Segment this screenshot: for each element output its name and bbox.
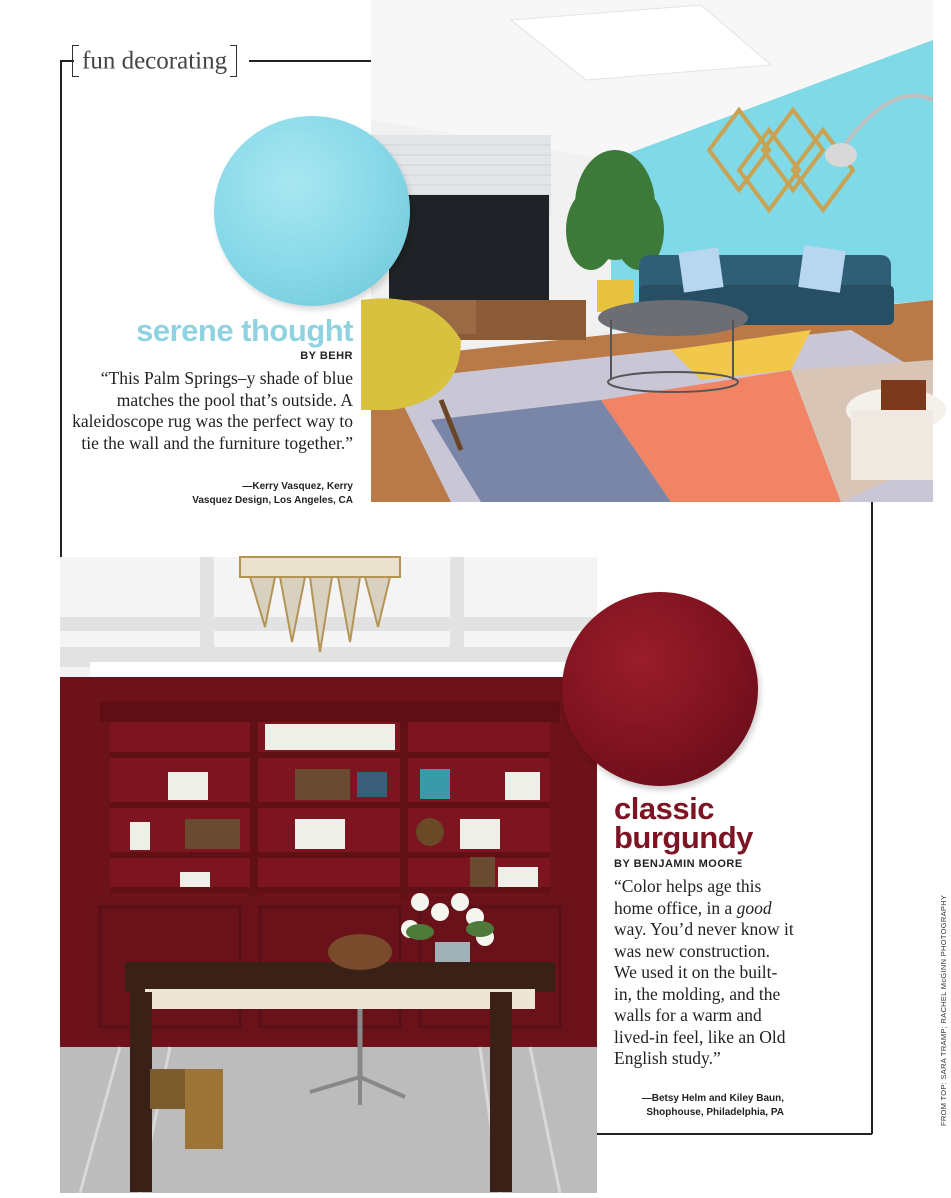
- quote-part-1: “Color helps age this home office, in a: [614, 876, 762, 918]
- frame-top-right-line: [249, 60, 371, 62]
- behr-byline: BY BEHR: [300, 350, 353, 362]
- helm-baun-attribution-line2: Shophouse, Philadelphia, PA: [646, 1106, 784, 1118]
- vasquez-attribution-line1: —Kerry Vasquez, Kerry: [242, 481, 353, 492]
- classic-burgundy-swatch: [562, 592, 758, 786]
- helm-baun-attribution-line1: —Betsy Helm and Kiley Baun,: [641, 1093, 784, 1104]
- quote-part-2: way. You’d never know it was new construction. We used it on the built-in, the molding, and the walls for a warm and lived-in feel, like an Old English study.”: [614, 919, 794, 1068]
- section-tag-text: fun decorating: [82, 47, 228, 75]
- bracket-right: [230, 45, 237, 77]
- serene-thought-heading: serene thought: [136, 313, 353, 348]
- classic-burgundy-heading: [614, 791, 753, 855]
- frame-right-line: [871, 502, 873, 1134]
- vasquez-attribution-line2: Vasquez Design, Los Angeles, CA: [192, 494, 353, 506]
- photo-credit: FROM TOP: SARA TRAMP; RACHEL McGINN PHOTOGRAPHY: [939, 894, 948, 1126]
- frame-left-line: [60, 60, 62, 557]
- vasquez-attribution: [93, 480, 353, 507]
- bracket-left: [72, 45, 79, 77]
- home-office-photo: [60, 557, 597, 1193]
- classic-burgundy-heading-line2: burgundy: [614, 820, 753, 855]
- living-room-photo: [371, 0, 933, 502]
- vasquez-quote: “This Palm Springs–y shade of blue matches the pool that’s outside. A kaleidoscope rug was the perfect way to tie the wall and the furniture together.”: [72, 368, 353, 453]
- serene-thought-swatch: [214, 116, 410, 306]
- section-tag: [72, 42, 237, 78]
- helm-baun-quote: [614, 876, 794, 1070]
- classic-burgundy-heading-line1: classic: [614, 791, 714, 826]
- frame-bottom-line: [597, 1133, 872, 1135]
- benjamin-moore-byline: BY BENJAMIN MOORE: [614, 858, 743, 870]
- quote-emphasis: good: [736, 897, 772, 918]
- helm-baun-attribution: [560, 1092, 784, 1119]
